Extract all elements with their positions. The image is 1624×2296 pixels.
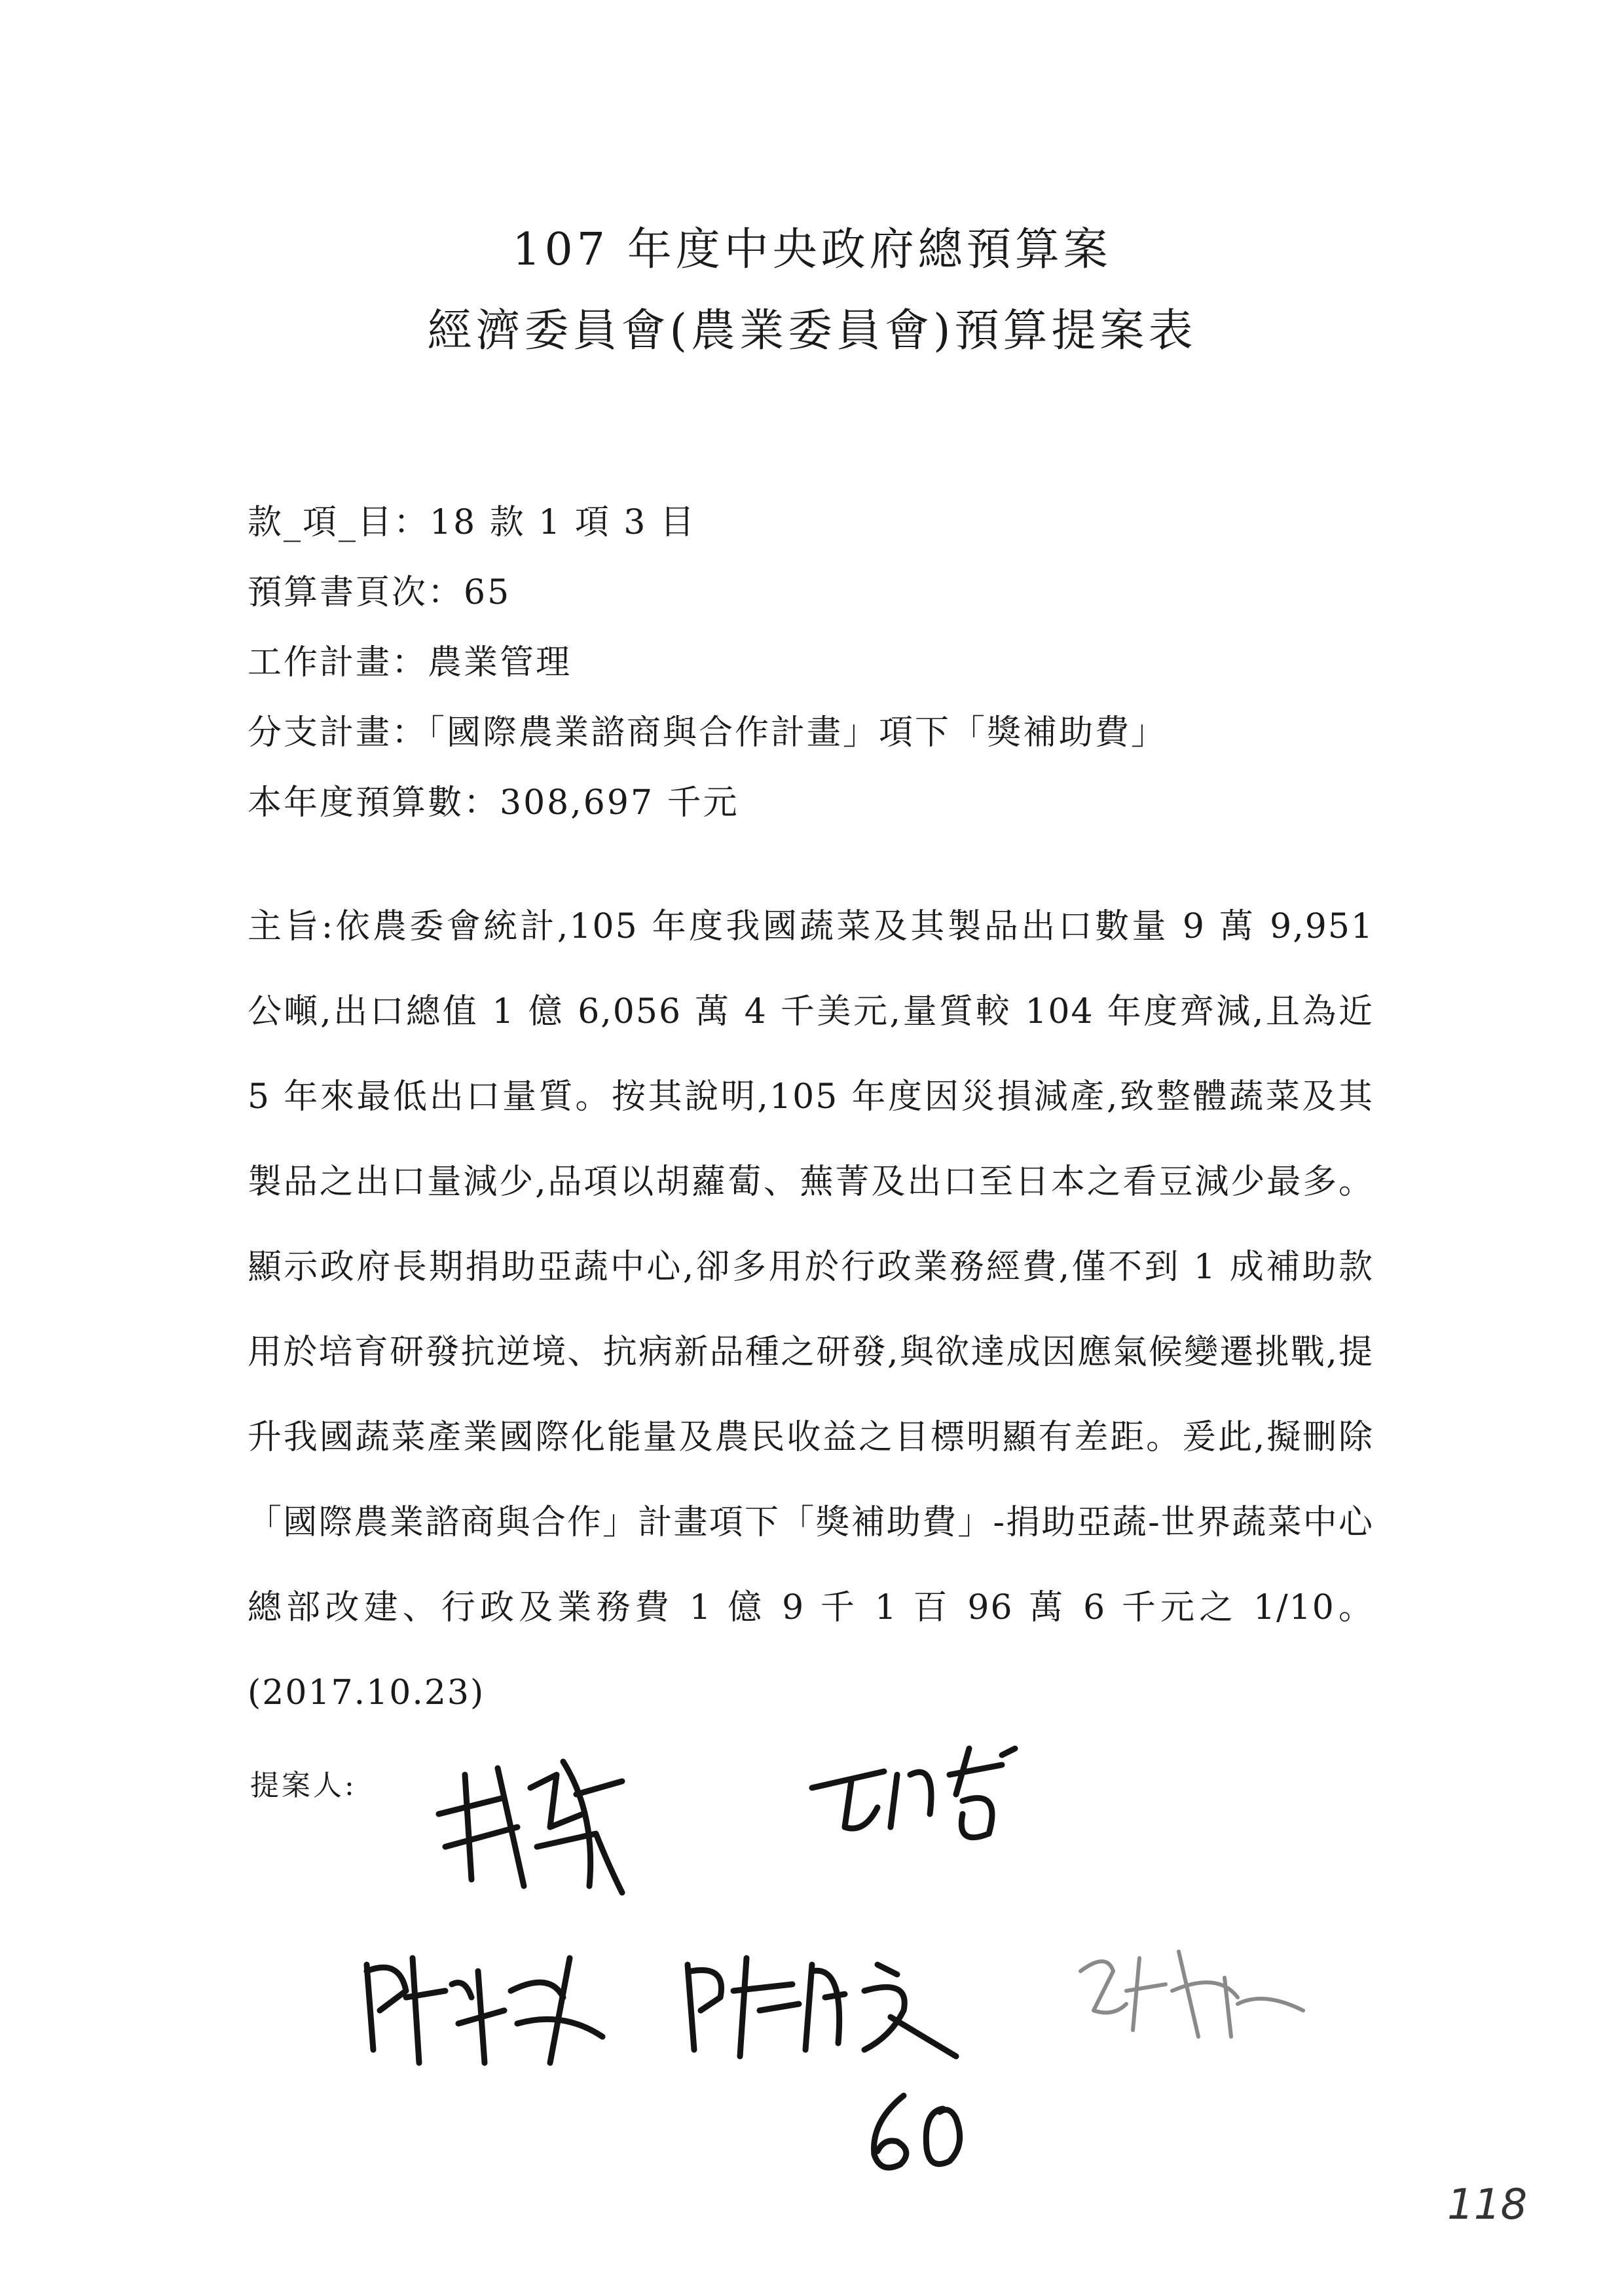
handwritten-count [858,2083,976,2181]
document-title-line-1: 107 年度中央政府總預算案 [512,224,1112,276]
item-line: 款_項_目：18 款 1 項 3 目 [248,503,696,542]
document-title-line-2: 經濟委員會(農業委員會)預算提案表 [427,305,1197,357]
signature-5 [1067,1932,1316,2043]
budget-amount-line: 本年度預算數：308,697 千元 [248,783,739,823]
sub-plan-line: 分支計畫：「國際農業諮商與合作計畫」項下「獎補助費」 [248,713,1168,752]
handwritten-page-number: 118 [1447,2181,1528,2229]
proposal-metadata [248,496,1426,847]
signature-2 [805,1735,1041,1853]
proposer-label: 提案人: [250,1769,357,1802]
budget-page-line: 預算書頁次：65 [248,573,511,612]
signature-3 [354,1932,616,2083]
work-plan-line: 工作計畫：農業管理 [248,643,572,682]
signature-4 [681,1938,982,2069]
signature-1 [426,1735,635,1906]
proposal-body: 主旨:依農委會統計,105 年度我國蔬菜及其製品出口數量 9 萬 9,951 公噸,出口總值 1 億 6,056 萬 4 千美元,量質較 104 年度齊減,且為近 5 年來最低出口量質。按其說明,105 年度因災損減產,致整體蔬菜及其製品之出口量減少,品項以胡蘿蔔、蕪菁及出口至日本之看豆減少最多。顯示政府長期捐助亞蔬中心,卻多用於行政業務經費,僅不到 1 成補助款用於培育研發抗逆境、抗病新品種之研發,與欲達成因應氣候變遷挑戰,提升我國蔬菜產業國際化能量及農民收益之目標明顯有差距。爰此,擬刪除「國際農業諮商與合作」計畫項下「獎補助費」-捐助亞蔬-世界蔬菜中心總部改建、行政及業務費 1 億 9 千 1 百 96 萬 6 千元之 1/10。(2017.10.23) [248,907,1374,1713]
